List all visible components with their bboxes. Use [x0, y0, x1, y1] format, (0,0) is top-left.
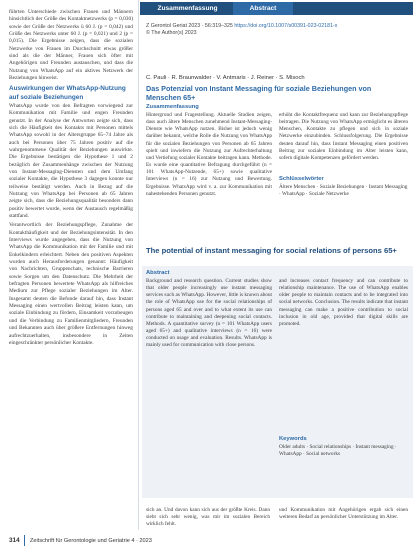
article-title-de: Das Potenzial von Instant Messaging für soziale Beziehungen von Menschen 65+: [146, 84, 372, 102]
summary-right-column: erhöht die Kontaktfrequenz und kann zur Beziehungspflege beitragen. Die Nutzung von WhatsApp ermöglicht es älteren Menschen, Kontakte zu pflegen und sich in soziale Netzwerke einzubinden. Schlussfolgerung. Die Ergebnisse deuten darauf hin, dass Instant Messaging einen positiven Beitrag zur sozialen Einbindung im Alter leisten kann, sofern digitale Kompetenzen gefördert werden.: [279, 112, 408, 161]
keywords-de: Ältere Menschen · Soziale Beziehungen · Instant Messaging · WhatsApp · Soziale Netzwerke: [279, 184, 408, 198]
column-divider: [138, 0, 139, 530]
left-paragraph: Verantwortlich der Beziehungspflege, Zunahme der Kontakthäufigkeit und der Beziehungsintensität. In den Interviews wurde angegeben, dass die Nutzung von WhatsApp die Kommunikation mit der Familie und mit Enkelkindern erleichtert. Neben den positiven Aspekten wurden auch Herausforderungen genannt: Häufigkeit von Nachrichten, Gruppenchats, technische Barrieren sowie Sorgen um den Datenschutz. Die Mehrheit der befragten Personen bewertete WhatsApp als hilfreiches Medium zur Pflege sozialer Beziehungen im Alter. Insgesamt deuten die Befunde darauf hin, dass Instant Messaging einen wertvollen Beitrag leisten kann, um soziale Einbindung zu fördern, Einsamkeit vorzubeugen und die Verbindung zu Familienmitgliedern, Freunden und Bekannten auch über größere Entfernungen hinweg aufrechtzuerhalten, insbesondere in Zeiten eingeschränkter persönlicher Kontakte.: [9, 222, 133, 346]
summary-left-column: Hintergrund und Fragestellung. Aktuelle Studien zeigen, dass auch ältere Menschen zunehmend Instant-Messaging-Dienste wie WhatsApp nutzen. Bisher ist jedoch wenig darüber bekannt, welche Rolle die Nutzung von WhatsApp für die sozialen Beziehungen von Personen ab 65 Jahren spielt und inwiefern die Nutzung zur Aufrechterhaltung und Vertiefung sozialer Kontakte beitragen kann. Methode. Es wurde eine quantitative Befragung durchgeführt (n = 101 WhatsApp-Nutzende, 65+) sowie qualitative Interviews (n = 16) zur Nutzung und Bewertung. Ergebnisse. WhatsApp wird v. a. zur Kommunikation mit nahestehenden Personen genutzt.: [146, 112, 272, 197]
author-list: C. Pauli · R. Braunwalder · V. Antmaris · J. Reiner · S. Misoch: [146, 75, 305, 81]
footer-separator: [24, 535, 25, 546]
abstract-left-column: Background and research question. Current studies show that older people increasingly use instant messaging services such as WhatsApp. However, little is known about the role of WhatsApp use for the social relationships of persons aged 65 and over and to what extent its use can contribute to maintaining and deepening social contacts. Methods. A quantitative survey (n = 101 WhatsApp users aged 65+) and qualitative interviews (n = 16) were conducted on usage and evaluation. Results. WhatsApp is mainly used for communication with close persons.: [146, 278, 272, 349]
summary-heading: Zusammenfassung: [146, 104, 199, 110]
left-column: [9, 9, 133, 529]
keywords-heading-de: Schlüsselwörter: [279, 176, 324, 182]
tab-abstract[interactable]: Abstract: [233, 2, 293, 15]
left-paragraph: führten Unterschiede zwischen Frauen und Männern hinsichtlich der Größe des Kontaktnetzwerks (p = 0,030) sowie der Größe der Netzwerks ü 60 J. (p = 0,042) und Größe des Netzwerks unter 60 J. (p = 0,021) und 2 (p = 0,015). Die Ergebnisse zeigen, dass die sozialen Netzwerke von Frauen im Durchschnitt etwas größer sind als die der Männer, Frauen sich öfter mit Angehörigen und Freunden austauschen, und dass die Nutzung von WhatsApp auf ein aktives Netzwerk der Beziehungen hinweist.: [9, 9, 133, 82]
copyright: © The Author(s) 2023: [146, 30, 197, 36]
body-text-column: und Kommunikation mit Angehörigen ergab sich einen weiteren Bedarf an persönlicher Unterstützung im Alter.: [279, 507, 408, 521]
abstract-heading: Abstract: [146, 270, 170, 276]
doi-link[interactable]: https://doi.org/10.1007/s00391-023-02181-x: [234, 23, 338, 29]
article-title-en: The potential of instant messaging for social relations of persons 65+: [146, 246, 397, 255]
footer-journal-title: Zeitschrift für Gerontologie und Geriatrie 4 · 2023: [30, 538, 152, 544]
body-text-column: sich an. Und davon kann sich aus der größte Kreis. Dann sieht sich sehr wenig, was mir im sozialen Bereich wirklich fehlt.: [146, 507, 270, 528]
journal-citation-line: [146, 23, 408, 30]
keywords-en: Older adults · Social relationships · Instant messaging · WhatsApp · Social networks: [279, 444, 397, 458]
abstract-right-column: and increases contact frequency and can contribute to relationship maintenance. The use of WhatsApp enables older people to maintain contacts and to be integrated into social networks. Conclusion. The results indicate that instant messaging can make a positive contribution to social inclusion in old age, provided that digital skills are promoted.: [279, 278, 408, 327]
tab-zusammenfassung[interactable]: Zusammenfassung: [146, 2, 229, 15]
left-paragraph: WhatsApp wurde von den Befragten vorwiegend zur Kommunikation mit Familie und engen Freunden genutzt. In der Analyse der Antworten zeigte sich, dass sich die Häufigkeit des Kontakts mit Personen mittels WhatsApp sowohl in der Altersgruppe 65–74 Jahre als auch bei Personen über 75 Jahren positiv auf die wahrgenommene Qualität der Beziehungen auswirkte. Die Ergebnisse bestätigen die Hypothese 1 und 2 bezüglich der Zusammenhänge zwischen der Nutzung von Instant-Messaging-Diensten und dem Umfang sozialer Kontakte, die Hypothese 3 dagegen konnte nur teilweise bestätigt werden. Auch in Bezug auf die Nutzung von WhatsApp bei Personen ab 65 Jahren zeigte sich, dass die Beziehungsqualität besonders dann positiv bewertet wurde, wenn der Austausch regelmäßig stattfand.: [9, 102, 133, 219]
journal-citation: Z Gerontol Geriat 2023 · 56:319–325: [146, 23, 233, 29]
section-heading: Auswirkungen der WhatsApp-Nutzung auf soziale Beziehungen: [9, 85, 126, 101]
keywords-heading-en: Keywords: [279, 436, 307, 442]
page-number: 314: [9, 537, 20, 544]
